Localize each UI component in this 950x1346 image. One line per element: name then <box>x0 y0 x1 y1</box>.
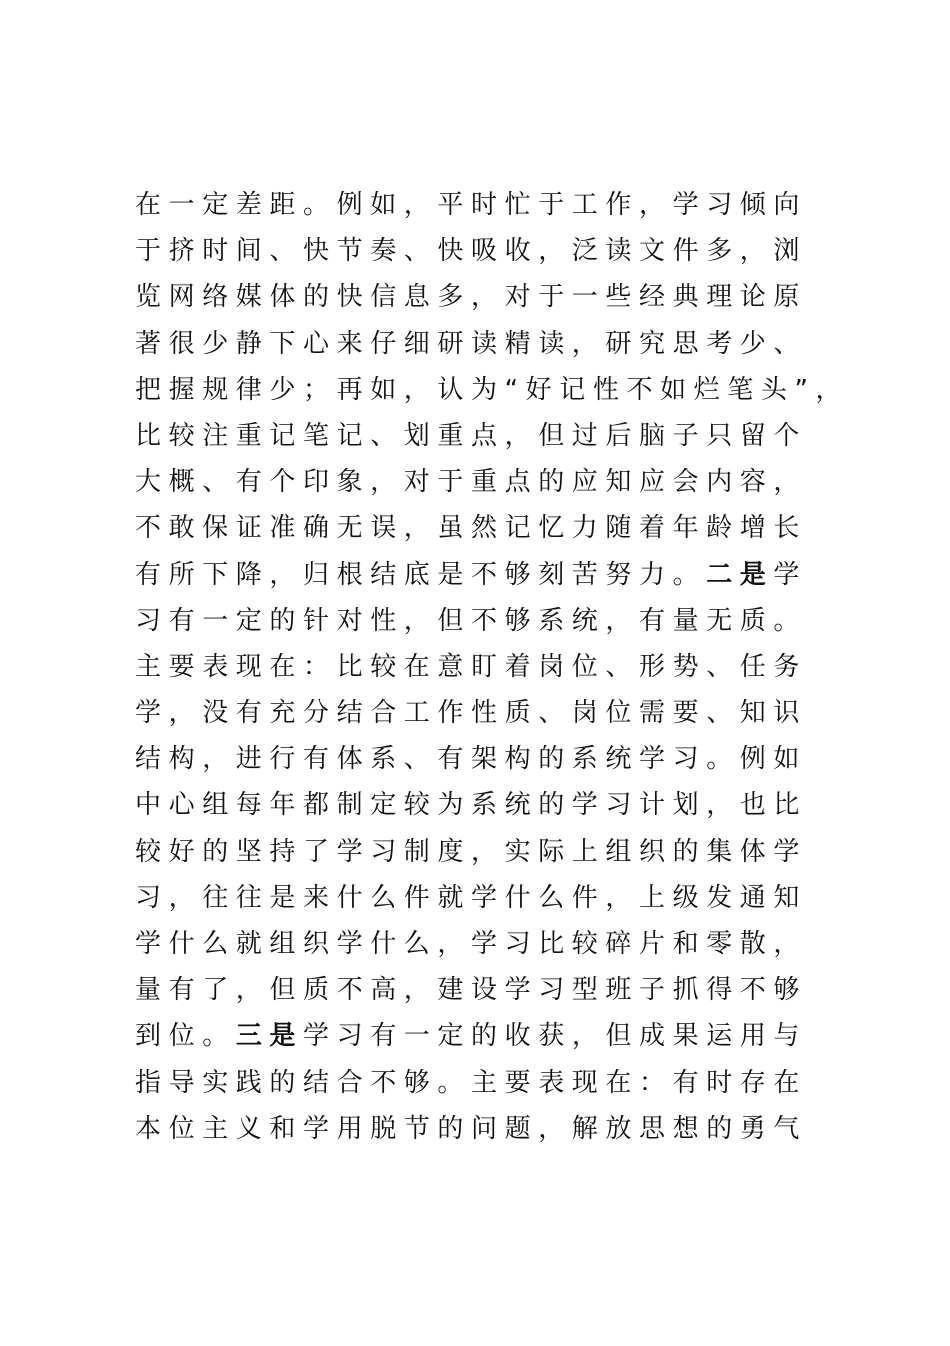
text-segment: 著很少静下心来仔细研读精读，研究思考少、 <box>135 328 808 359</box>
text-line <box>135 552 835 598</box>
text-line <box>135 321 835 367</box>
text-line <box>135 1013 835 1059</box>
text-segment: 到位。 <box>135 1021 236 1052</box>
text-segment: 不敢保证准确无误，虽然记忆力随着年龄增长 <box>135 513 808 544</box>
text-segment: 结构，进行有体系、有架构的系统学习。例如 <box>135 744 808 775</box>
text-segment: 把握规律少；再如，认为“好记性不如烂笔头”， <box>135 374 850 405</box>
text-segment: 习，往往是来什么件就学什么件，上级发通知 <box>135 882 808 913</box>
text-line <box>135 644 835 690</box>
text-segment: 指导实践的结合不够。主要表现在：有时存在 <box>135 1067 808 1098</box>
text-line <box>135 1060 835 1106</box>
bold-heading-marker: 二是 <box>706 559 774 590</box>
text-line <box>135 690 835 736</box>
text-segment: 本位主义和学用脱节的问题，解放思想的勇气 <box>135 1113 808 1144</box>
text-line <box>135 598 835 644</box>
text-segment: 中心组每年都制定较为系统的学习计划，也比 <box>135 790 808 821</box>
text-line <box>135 967 835 1013</box>
text-line <box>135 459 835 505</box>
text-line <box>135 367 850 413</box>
text-line <box>135 274 835 320</box>
text-line <box>135 228 835 274</box>
text-segment: 量有了，但质不高，建设学习型班子抓得不够 <box>135 975 808 1006</box>
text-line <box>135 875 835 921</box>
text-segment: 有所下降，归根结底是不够刻苦努力。 <box>135 559 707 590</box>
bold-heading-marker: 三是 <box>235 1021 304 1052</box>
text-segment: 习有一定的针对性，但不够系统，有量无质。 <box>135 605 808 636</box>
text-segment: 大概、有个印象，对于重点的应知应会内容， <box>135 467 808 498</box>
text-segment: 较好的坚持了学习制度，实际上组织的集体学 <box>135 836 808 867</box>
text-segment: 学，没有充分结合工作性质、岗位需要、知识 <box>135 698 808 729</box>
text-segment: 学习有一定的收获，但成果运用与 <box>303 1021 808 1052</box>
text-segment: 在一定差距。例如，平时忙于工作，学习倾向 <box>135 190 808 220</box>
text-line <box>135 736 835 782</box>
text-line <box>135 1106 835 1152</box>
text-segment: 览网络媒体的快信息多，对于一些经典理论原 <box>135 282 808 313</box>
text-line <box>135 782 835 828</box>
text-line <box>135 829 835 875</box>
body-text <box>135 182 850 1152</box>
text-line <box>135 413 835 459</box>
text-segment: 比较注重记笔记、划重点，但过后脑子只留个 <box>135 420 808 451</box>
text-line <box>135 505 835 551</box>
text-segment: 学 <box>773 559 808 590</box>
text-line <box>135 182 835 228</box>
text-line <box>135 921 835 967</box>
text-segment: 于挤时间、快节奏、快吸收，泛读文件多，浏 <box>135 236 808 267</box>
text-segment: 学什么就组织学什么，学习比较碎片和零散， <box>135 929 808 959</box>
text-segment: 主要表现在：比较在意盯着岗位、形势、任务 <box>135 651 808 682</box>
